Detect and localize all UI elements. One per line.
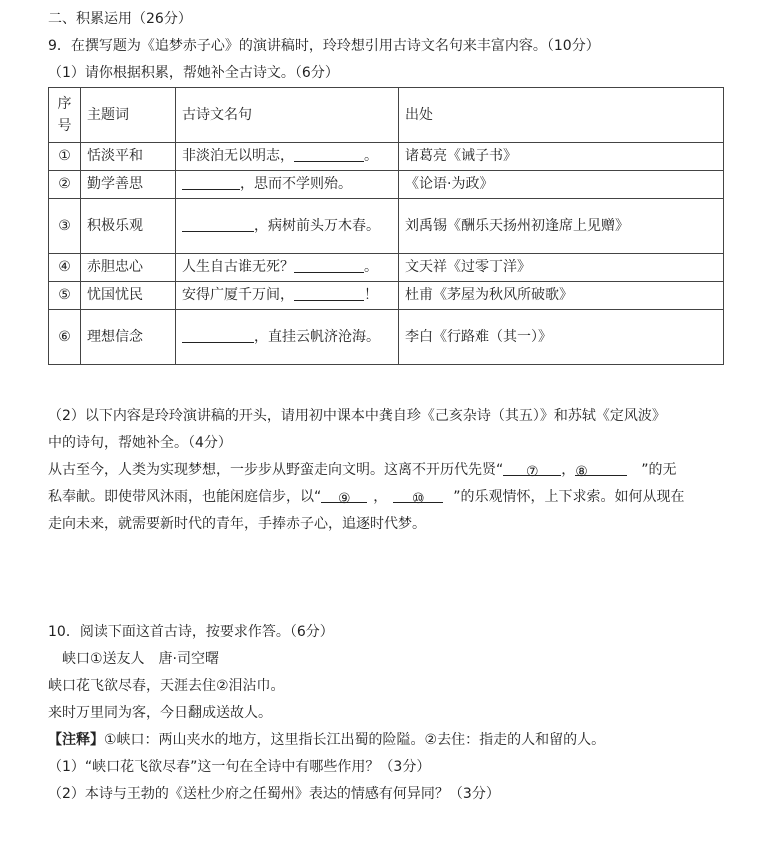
row-line: [176, 143, 399, 171]
blank-10[interactable]: [393, 486, 443, 507]
answer-blank[interactable]: [294, 145, 364, 162]
line-text-post: ！: [364, 287, 378, 303]
line-text-post: ，直挂云帆济沧海。: [254, 328, 380, 345]
question-9-title: 9．在撰写题为《追梦赤子心》的演讲稿时，玲玲想引用古诗文名句来丰富内容。（10分）: [48, 38, 600, 54]
answer-blank[interactable]: [182, 215, 254, 232]
passage-text: ”的无: [641, 462, 677, 478]
row-no: ⑤: [49, 282, 81, 310]
answer-blank[interactable]: [294, 256, 364, 273]
row-source: 李白《行路难（其一）》: [399, 310, 724, 365]
header-no: [49, 88, 81, 143]
row-source: 刘禹锡《酬乐天扬州初逢席上见赠》: [399, 199, 724, 254]
note-label: 【注释】: [48, 732, 104, 748]
blank-8[interactable]: [575, 459, 627, 480]
header-line: 古诗文名句: [176, 88, 399, 143]
row-no: ①: [49, 143, 81, 171]
row-no: ④: [49, 254, 81, 282]
blank-8-number: ⑧: [575, 464, 588, 480]
line-text-pre: 安得广厦千万间，: [182, 287, 294, 303]
row-theme: 忧国忧民: [81, 282, 176, 310]
table-row: [49, 310, 724, 365]
blank-10-number: ⑩: [411, 491, 425, 507]
passage-sep: ，: [373, 489, 388, 505]
answer-blank[interactable]: [182, 173, 240, 190]
table-row: [49, 171, 724, 199]
passage-line-2: [48, 484, 685, 511]
passage-text: 私奉献。即使带风沐雨，也能闲庭信步，以“: [48, 489, 322, 505]
header-no-text: 序号: [57, 96, 72, 134]
poem-notes: [48, 727, 605, 754]
row-line: [176, 199, 399, 254]
row-line: [176, 171, 399, 199]
row-theme: 恬淡平和: [81, 143, 176, 171]
row-source: 杜甫《茅屋为秋风所破歌》: [399, 282, 724, 310]
line-text-post: ，思而不学则殆。: [240, 176, 352, 192]
passage-line-3: 走向未来，就需要新时代的青年，手捧赤子心，追逐时代梦。: [48, 516, 426, 532]
row-line: [176, 254, 399, 282]
table-row: [49, 254, 724, 282]
row-source: 诸葛亮《诫子书》: [399, 143, 724, 171]
poem-title: 峡口①送友人 唐·司空曙: [62, 651, 220, 667]
answer-blank[interactable]: [294, 284, 364, 301]
header-theme: 主题词: [81, 88, 176, 143]
row-line: [176, 282, 399, 310]
question-10-sub2: （2）本诗与王勃的《送杜少府之任蜀州》表达的情感有何异同？（3分）: [48, 786, 500, 802]
blank-7-number: ⑦: [525, 464, 539, 480]
table-row: [49, 143, 724, 171]
question-9-part2-line2: 中的诗句，帮她补全。（4分）: [48, 435, 232, 451]
row-no: ②: [49, 171, 81, 199]
row-theme: 赤胆忠心: [81, 254, 176, 282]
header-source: 出处: [399, 88, 724, 143]
row-theme: 积极乐观: [81, 199, 176, 254]
question-10-sub1: （1）“峡口花飞欲尽春”这一句在全诗中有哪些作用？（3分）: [48, 759, 431, 775]
poem-line-1: 峡口花飞欲尽春，天涯去住②泪沾巾。: [48, 678, 285, 694]
row-source: 《论语·为政》: [399, 171, 724, 199]
poem-table: [48, 87, 724, 365]
table-row: [49, 282, 724, 310]
blank-9-number: ⑨: [337, 491, 351, 507]
row-theme: 理想信念: [81, 310, 176, 365]
question-9-part1: （1）请你根据积累，帮她补全古诗文。（6分）: [48, 65, 339, 81]
passage-text: ”的乐观情怀，上下求索。如何从现在: [453, 489, 685, 505]
passage-sep: ，: [561, 462, 576, 478]
table-header-row: [49, 88, 724, 143]
row-theme: 勤学善思: [81, 171, 176, 199]
answer-blank[interactable]: [182, 326, 254, 343]
passage-text: 从古至今，人类为实现梦想，一步步从野蛮走向文明。这离不开历代先贤“: [48, 462, 504, 478]
question-9-part2-line1: （2）以下内容是玲玲演讲稿的开头，请用初中课本中龚自珍《己亥杂诗（其五）》和苏轼《定风波》: [48, 408, 666, 424]
section-title: 二、积累运用（26分）: [48, 11, 192, 27]
table-row: [49, 199, 724, 254]
row-no: ③: [49, 199, 81, 254]
note-text: ①峡口：两山夹水的地方，这里指长江出蜀的险隘。②去住：指走的人和留的人。: [104, 732, 606, 748]
row-no: ⑥: [49, 310, 81, 365]
passage-line-1: [48, 457, 677, 484]
line-text-pre: 非淡泊无以明志，: [182, 148, 294, 164]
row-line: [176, 310, 399, 365]
line-text-pre: 人生自古谁无死？: [182, 259, 294, 275]
line-text-post: 。: [364, 148, 378, 164]
line-text-post: ，病树前头万木春。: [254, 217, 380, 234]
row-source: 文天祥《过零丁洋》: [399, 254, 724, 282]
question-10-title: 10．阅读下面这首古诗，按要求作答。（6分）: [48, 624, 334, 640]
poem-line-2: 来时万里同为客，今日翻成送故人。: [48, 705, 272, 721]
blank-9[interactable]: [321, 486, 367, 507]
line-text-post: 。: [364, 259, 378, 275]
blank-7[interactable]: [503, 459, 561, 480]
